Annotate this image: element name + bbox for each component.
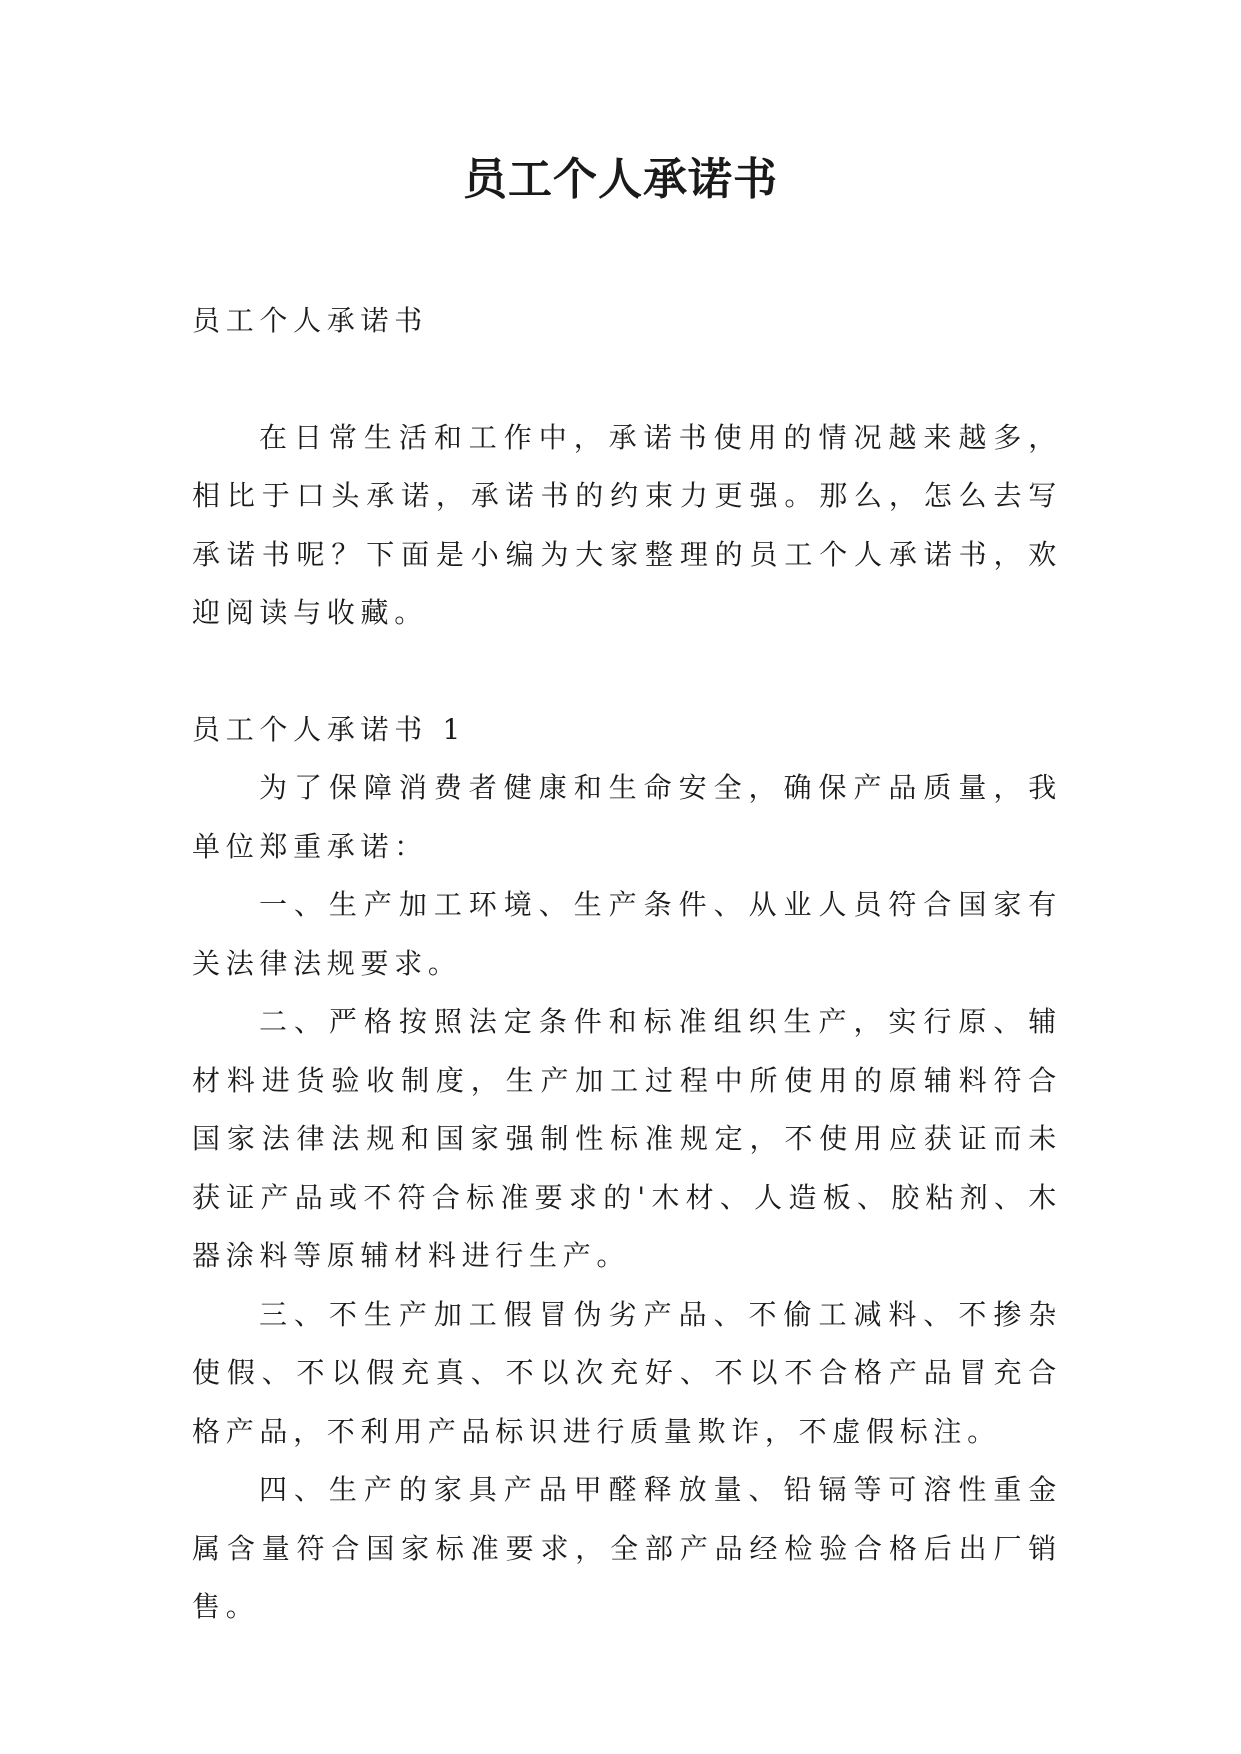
body-paragraph: 三、不生产加工假冒伪劣产品、不偷工减料、不掺杂使假、不以假充真、不以次充好、不以不合格产品冒充合格产品，不利用产品标识进行质量欺诈，不虚假标注。: [192, 1297, 1062, 1448]
body-paragraph: 为了保障消费者健康和生命安全，确保产品质量，我单位郑重承诺：: [192, 771, 1062, 863]
intro-paragraph: 在日常生活和工作中，承诺书使用的情况越来越多，相比于口头承诺，承诺书的约束力更强。那么，怎么去写承诺书呢？下面是小编为大家整理的员工个人承诺书，欢迎阅读与收藏。: [192, 420, 1062, 629]
section-heading: 员工个人承诺书 1: [192, 712, 467, 746]
document-body: [192, 292, 1062, 1637]
body-paragraph: 一、生产加工环境、生产条件、从业人员符合国家有关法律法规要求。: [192, 888, 1062, 980]
document-subtitle: 员工个人承诺书: [192, 304, 428, 337]
document-title: 员工个人承诺书: [463, 154, 778, 205]
body-paragraph: 四、生产的家具产品甲醛释放量、铅镉等可溶性重金属含量符合国家标准要求，全部产品经检验合格后出厂销售。: [192, 1473, 1062, 1623]
body-paragraph: 二、严格按照法定条件和标准组织生产，实行原、辅材料进货验收制度，生产加工过程中所使用的原辅料符合国家法律法规和国家强制性标准规定，不使用应获证而未获证产品或不符合标准要求的'木材、人造板、胶粘剂、木器涂料等原辅材料进行生产。: [192, 1005, 1062, 1272]
